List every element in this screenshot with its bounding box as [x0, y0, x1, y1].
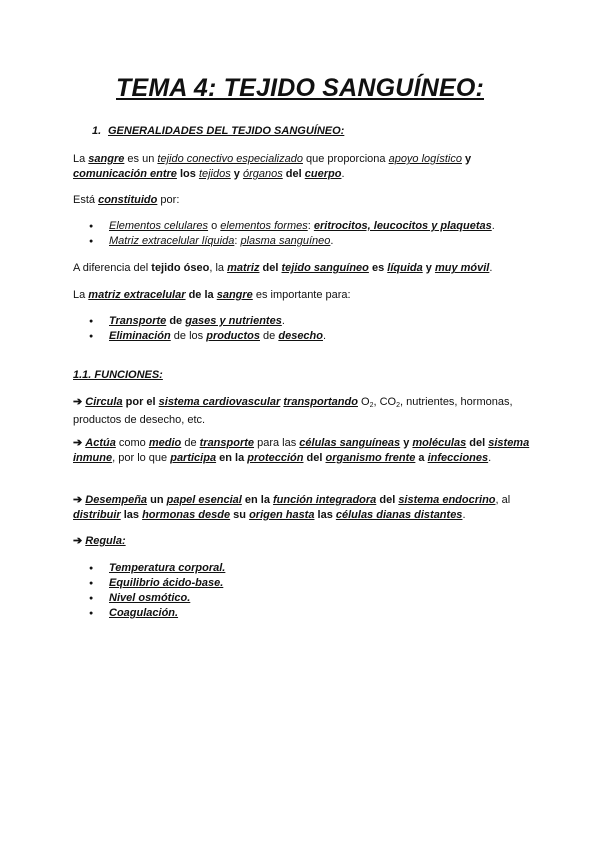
term: eritrocitos, leucocitos y plaquetas — [313, 220, 492, 232]
term: protección — [247, 452, 304, 464]
term: células sanguíneas — [299, 437, 401, 449]
text: : — [307, 220, 314, 232]
text: que proporciona — [302, 153, 389, 165]
text: de la — [185, 289, 217, 301]
list-item — [73, 234, 533, 249]
text: O — [357, 396, 370, 408]
term: hormonas desde — [142, 509, 231, 521]
list-item: ● Temperatura corporal. — [73, 561, 533, 576]
term: muy móvil — [434, 262, 490, 274]
term: Circula — [85, 396, 123, 408]
term: transporte — [199, 437, 255, 449]
list-item: ● Equilibrio ácido-base. — [73, 576, 533, 591]
term: matriz — [227, 262, 260, 274]
term: sistema endocrino — [398, 494, 496, 506]
list-item: ● Coagulación. — [73, 606, 533, 621]
text: del — [376, 494, 399, 506]
regula-list — [73, 561, 533, 621]
text: . — [488, 452, 492, 464]
importance-list — [73, 314, 533, 344]
term: líquida — [387, 262, 423, 274]
term: sistema cardiovascular — [158, 396, 281, 408]
text: por: — [157, 194, 180, 206]
text: La — [73, 289, 89, 301]
text: A diferencia del — [73, 262, 152, 274]
text: . — [330, 235, 334, 247]
text: . — [281, 315, 285, 327]
text: de — [260, 330, 279, 342]
text: , nutrientes, hormonas, productos de desecho, etc. — [73, 396, 513, 426]
text: , CO — [373, 396, 397, 408]
intro-paragraph — [73, 152, 533, 182]
list-item — [73, 329, 533, 344]
text: . — [489, 262, 493, 274]
term: órganos — [242, 168, 283, 180]
components-list — [73, 219, 533, 249]
section-number: 1. — [92, 125, 102, 137]
term: Transporte — [109, 315, 167, 327]
text: los — [176, 168, 199, 180]
list-item — [73, 219, 533, 234]
text: un — [147, 494, 167, 506]
arrow-icon: ➔ — [73, 437, 86, 449]
subscript: 2 — [396, 402, 401, 409]
section-heading-funciones: 1.1. FUNCIONES: — [73, 369, 163, 381]
text: de los — [170, 330, 207, 342]
term: origen hasta — [249, 509, 315, 521]
text: . — [491, 220, 495, 232]
text: Está — [73, 194, 99, 206]
text: , por lo que — [112, 452, 171, 464]
regula-heading — [73, 534, 533, 549]
term: células dianas distantes — [335, 509, 463, 521]
term: desecho — [278, 330, 323, 342]
arrow-icon: ➔ — [73, 535, 86, 547]
list-item — [73, 314, 533, 329]
term: tejido conectivo especializado — [157, 153, 303, 165]
text: las — [120, 509, 143, 521]
function-desempena-paragraph — [73, 493, 533, 523]
arrow-icon: ➔ — [73, 494, 86, 506]
term: cuerpo — [304, 168, 342, 180]
text: las — [314, 509, 336, 521]
text: a — [415, 452, 428, 464]
term: organismo frente — [325, 452, 416, 464]
text: . — [323, 330, 327, 342]
term: constituido — [98, 194, 158, 206]
text: es importante para: — [252, 289, 351, 301]
text: su — [230, 509, 250, 521]
text: es — [368, 262, 388, 274]
term: tejido óseo — [151, 262, 210, 274]
constituted-paragraph — [73, 193, 533, 208]
term: Regula: — [85, 535, 126, 547]
term: productos — [206, 330, 260, 342]
section-heading-text: GENERALIDADES DEL TEJIDO SANGUÍNEO: — [108, 125, 345, 137]
text: del — [282, 168, 305, 180]
text: del — [303, 452, 326, 464]
term: papel esencial — [166, 494, 242, 506]
text: y — [230, 168, 243, 180]
term: elementos formes — [220, 220, 308, 232]
term: Eliminación — [109, 330, 171, 342]
document-title: TEMA 4: TEJIDO SANGUÍNEO: — [116, 74, 484, 102]
term: participa — [170, 452, 217, 464]
term: Elementos celulares — [109, 220, 209, 232]
text: , la — [209, 262, 228, 274]
term: distribuir — [73, 509, 121, 521]
function-circula-paragraph — [73, 395, 533, 428]
subscript: 2 — [369, 402, 374, 409]
function-actua-paragraph — [73, 436, 533, 466]
section-heading-generalidades — [92, 124, 552, 139]
text: y — [422, 262, 435, 274]
text: . — [341, 168, 345, 180]
difference-paragraph — [73, 261, 533, 276]
term: infecciones — [427, 452, 489, 464]
term: sangre — [216, 289, 253, 301]
text: en la — [241, 494, 274, 506]
text: en la — [216, 452, 248, 464]
text: de — [166, 315, 186, 327]
term: sistema inmune — [73, 437, 530, 464]
text: por el — [122, 396, 159, 408]
text: . — [462, 509, 466, 521]
term: tejido sanguíneo — [281, 262, 369, 274]
term: moléculas — [412, 437, 467, 449]
term: apoyo logístico — [388, 153, 462, 165]
text: es un — [124, 153, 158, 165]
text: de — [181, 437, 200, 449]
text: : — [234, 235, 241, 247]
term: sangre — [88, 153, 125, 165]
term: comunicación entre — [73, 168, 177, 180]
term: Desempeña — [85, 494, 148, 506]
arrow-icon: ➔ — [73, 396, 86, 408]
text: del — [466, 437, 489, 449]
text: o — [208, 220, 221, 232]
text: como — [115, 437, 149, 449]
term: plasma sanguíneo — [240, 235, 331, 247]
text: La — [73, 153, 89, 165]
text: y — [400, 437, 413, 449]
list-item: ● Nivel osmótico. — [73, 591, 533, 606]
term: Actúa — [85, 437, 116, 449]
matrix-paragraph — [73, 288, 533, 303]
term: gases y nutrientes — [185, 315, 282, 327]
term: medio — [148, 437, 182, 449]
text: , al — [495, 494, 511, 506]
term: Matriz extracelular líquida — [109, 235, 235, 247]
term: matriz extracelular — [88, 289, 186, 301]
text: para las — [254, 437, 300, 449]
term: tejidos — [198, 168, 231, 180]
term: transportando — [283, 396, 358, 408]
text: del — [259, 262, 282, 274]
term: función integradora — [273, 494, 377, 506]
text: y — [461, 153, 472, 165]
